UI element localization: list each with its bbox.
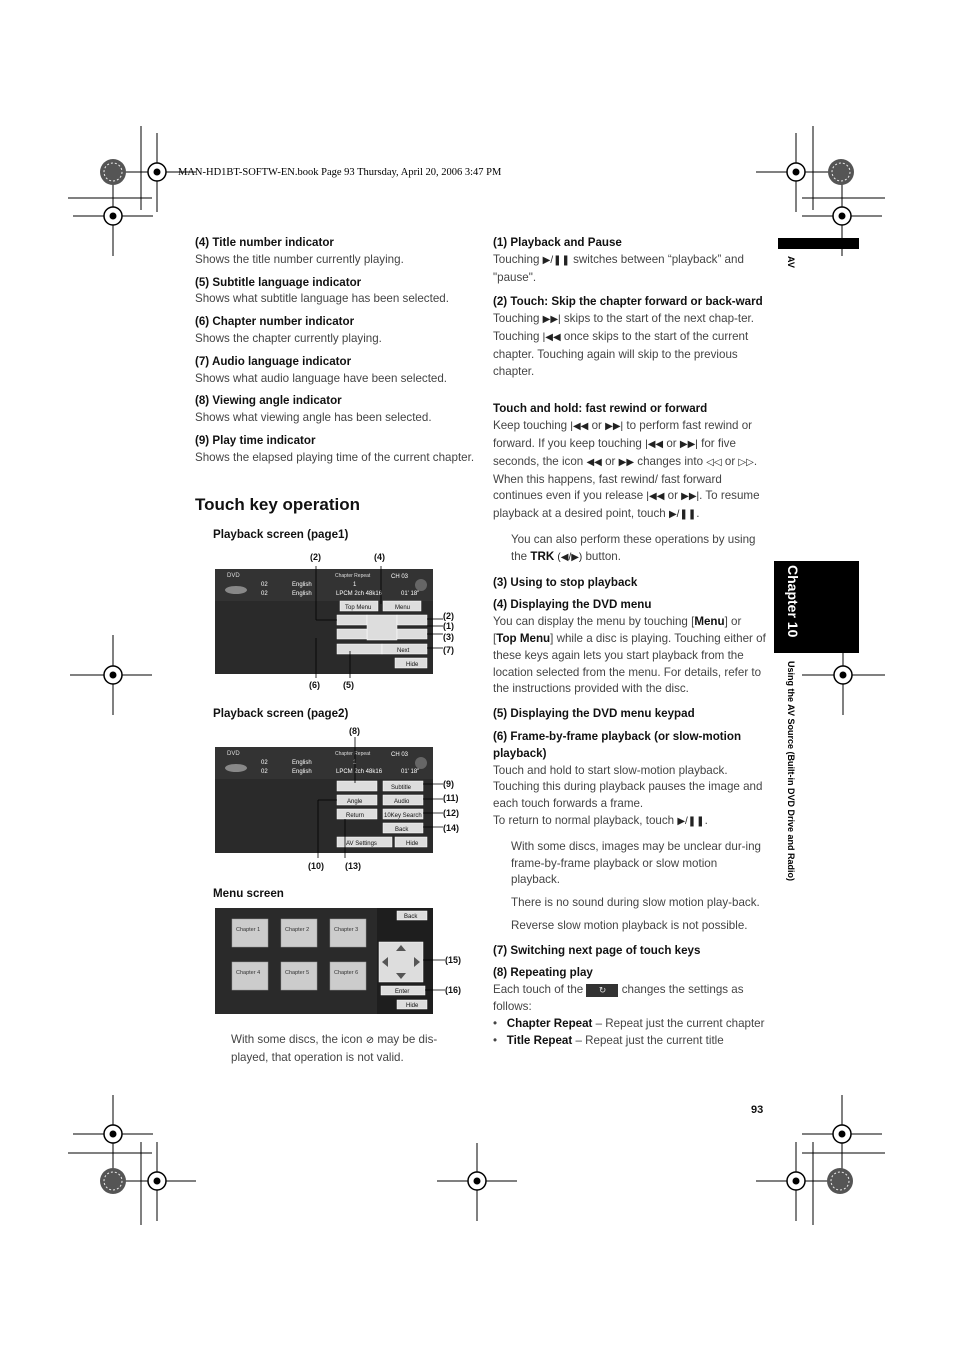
item-heading: (9) Play time indicator: [195, 433, 316, 447]
s2-disc-icon: [225, 764, 247, 772]
play-pause-icon: ▶/❚❚: [677, 815, 705, 827]
trk-arrows-icon: (◀/▶): [557, 551, 583, 563]
s2-callout: (8): [349, 726, 360, 736]
s2-callout: (11): [443, 793, 459, 803]
item-heading: (5) Subtitle language indicator: [195, 275, 362, 289]
play-pause-icon: ▶/❚❚: [542, 254, 570, 266]
s2-title: 1: [353, 760, 357, 766]
subheading-menu: Menu screen: [213, 887, 284, 900]
s1-title: 1: [353, 582, 357, 588]
s2-clock-icon: [415, 757, 427, 769]
h-playback-pause: (1) Playback and Pause: [493, 236, 622, 249]
s1-callout: (3): [443, 632, 454, 642]
text: – Repeat just the current title: [572, 1033, 724, 1047]
play-pause-icon: ▶/❚❚: [668, 509, 697, 521]
item-heading: (4) Title number indicator: [195, 236, 334, 249]
item-heading: (7) Audio language indicator: [195, 354, 352, 368]
s1-play-pause-btn[interactable]: [367, 615, 397, 640]
section-title: Touch key operation: [195, 495, 360, 514]
icon-note: [231, 1032, 471, 1067]
chapter-btn-6[interactable]: [330, 962, 366, 990]
text: button.: [585, 549, 621, 563]
text: . When this happens, fast rewind/ fast forward continues even if you release: [493, 454, 758, 503]
s1-callout: (6): [309, 680, 320, 690]
menu-back-label: Back: [404, 914, 418, 920]
s1-callout: (5): [343, 680, 354, 690]
s2-audio-fmt: LPCM 2ch 48k16: [336, 769, 383, 775]
text: – Repeat just the current chapter: [592, 1016, 765, 1030]
item-text: Shows the elapsed playing time of the current chapter.: [195, 450, 475, 464]
s1-top-menu-label: Top Menu: [345, 605, 372, 611]
item-heading: (6) Chapter number indicator: [195, 315, 355, 329]
right-column: (1) Playback and Pause Touching ▶/❚❚ switches between “playback” and "pause". (2) Touch: Skip the chapter forward or back-ward Touching ▶▶| skips to the start of the next chap-ter. Touching |◀◀ once skips to the start of the current chapter. Touching again will skip to the previous chapter. Touch and hold: fast rewind or forward Keep touching |◀◀ or ▶▶| to perform fast rewind or forward. If you keep touching |◀◀ or ▶▶| for five seconds, the icon ◀◀ or ▶▶ changes into ◁◁ or ▷▷. When this happens, fast rewind/ fast forward continues even if you release |◀◀ or ▶▶|. To resume playback at a desired point, touch ▶/❚❚. You can also perform these operations by using the TRK (◀/▶) button. (3) Using to stop playback (4) Displaying the DVD menu You can display the menu by touching [Menu] or [Top Menu] while a disc is playing. Touching either of these keys again lets you start playback from the location selected from the menu. For details, refer to the instructions provided with the disc. (5) Displaying the DVD menu keypad (6) Frame-by-frame playback (or slow-motion playback) Touch and hold to start slow-motion playback. Touching this during playback pauses the image and each touch forwards a frame. To return to normal playback, touch ▶/❚❚. With some discs, images may be unclear dur-ing frame-by-frame playback or slow motion playback. There is no sound during slow motion play-back. Reverse slow motion playback is not possible. (7) Switching next page of touch keys (8) Repeating play Each touch of the ↻ changes the settings as follows: • Chapter Repeat – Repeat just the current chapter • Title Repeat – Repeat just the current title: [493, 235, 768, 1049]
menu-enter-label: Enter: [395, 989, 410, 995]
fast-rewind-icon: ◁◁: [706, 456, 722, 468]
s3-callout: (16): [445, 985, 462, 995]
subheading-page2: Playback screen (page2): [213, 707, 349, 720]
menu-hide-label: Hide: [406, 1003, 419, 1009]
s2-repeat: Chapter Repeat: [335, 751, 371, 757]
chapter-label-1: Chapter 1: [236, 927, 261, 933]
s1-time: 01' 18": [401, 591, 420, 597]
text: Touching: [493, 312, 540, 326]
s3-callout: (15): [445, 955, 462, 965]
s2-hide-label: Hide: [406, 841, 419, 847]
s2-10key-label: 10Key Search: [384, 813, 422, 819]
s2-callout: (12): [443, 808, 460, 818]
next-icon: ▶▶|: [542, 314, 561, 326]
chapter-btn-3[interactable]: [330, 919, 366, 947]
menu-key: Menu: [694, 615, 725, 629]
text: . To resume playback at a desired point, touch: [493, 489, 760, 521]
s2-time: 01' 18": [401, 769, 420, 775]
chapter-label-4: Chapter 4: [236, 970, 261, 976]
text: or: [591, 419, 602, 433]
s2-lang2: English: [292, 769, 312, 775]
s1-hide-label: Hide: [406, 662, 419, 668]
prev-icon: |◀◀: [570, 421, 589, 433]
chapter-btn-4[interactable]: [232, 962, 268, 990]
s1-repeat-btn[interactable]: [337, 644, 382, 654]
forward-icon: ▶▶: [618, 456, 635, 468]
text: .: [696, 507, 700, 521]
note-text-b: may be dis-played, that operation is not valid.: [231, 1033, 438, 1064]
s2-lang1: English: [292, 760, 312, 766]
text: or: [667, 489, 678, 503]
prev-icon: |◀◀: [645, 438, 664, 450]
s1-callout: (2): [443, 611, 454, 621]
s2-audio-label: Audio: [394, 799, 410, 805]
h-skip: (2) Touch: Skip the chapter forward or back-ward: [493, 295, 763, 309]
s2-callout: (10): [308, 861, 325, 871]
chapter-label-5: Chapter 5: [285, 970, 310, 976]
playback-screen-page1: [205, 548, 470, 698]
s1-callout: (1): [443, 621, 454, 631]
text: You can display the menu by touching [: [493, 615, 695, 629]
side-av-label: AV: [786, 256, 796, 268]
item-heading: (8) Viewing angle indicator: [195, 394, 342, 408]
s1-menu-label: Menu: [395, 605, 411, 611]
chapter-repeat-term: Chapter Repeat: [506, 1016, 593, 1030]
s1-callout: (7): [443, 645, 454, 655]
text: Touching: [493, 252, 540, 266]
s2-ch: CH 03: [391, 752, 409, 758]
left-indicator-list: [195, 235, 475, 467]
chapter-label-2: Chapter 2: [285, 927, 310, 933]
s2-callout: (14): [443, 823, 460, 833]
s1-num2: 02: [261, 591, 268, 597]
s2-av-label: AV Settings: [346, 841, 377, 847]
s2-num1: 02: [261, 760, 268, 766]
s2-subtitle-label: Subtitle: [391, 785, 412, 791]
text: or: [605, 454, 616, 468]
next-icon: ▶▶|: [679, 438, 698, 450]
s1-lang2: English: [292, 591, 312, 597]
subheading-page1: Playback screen (page1): [213, 528, 349, 541]
s2-num2: 02: [261, 769, 268, 775]
s2-return-label: Return: [346, 813, 365, 819]
s1-dvd: DVD: [227, 573, 240, 579]
h-dvd-menu: (4) Displaying the DVD menu: [493, 598, 652, 612]
chapter-label: Chapter 10: [785, 565, 801, 638]
s2-callout: (9): [443, 779, 454, 789]
h-repeat: (8) Repeating play: [493, 966, 593, 980]
text: or: [666, 436, 677, 450]
item-text: Shows what viewing angle has been selected.: [195, 411, 432, 425]
s1-ch: CH 03: [391, 574, 409, 580]
prev-icon: |◀◀: [646, 491, 665, 503]
s2-dvd: DVD: [227, 751, 240, 757]
s1-callout: (2): [310, 552, 321, 562]
s1-stop-btn[interactable]: [397, 629, 427, 639]
s1-disc-icon: [225, 586, 247, 594]
s1-clock-icon: [415, 579, 427, 591]
chapter-btn-2[interactable]: [281, 919, 317, 947]
s2-back-label: Back: [395, 827, 409, 833]
text: once skips to the start of the current chapter. Touching again will skip to the previous chapter.: [493, 329, 749, 378]
text: skips to the start of the next chap-ter. Touching: [493, 312, 754, 343]
menu-screen: [205, 902, 470, 1020]
side-bar-top: [778, 238, 859, 249]
note: There is no sound during slow motion play-back.: [511, 896, 760, 910]
text: to perform fast rewind or forward. If you keep touching: [493, 419, 753, 450]
chapter-btn-5[interactable]: [281, 962, 317, 990]
title-repeat-term: Title Repeat: [506, 1033, 573, 1047]
item-text: Shows the title number currently playing.: [195, 252, 404, 266]
h-touch-hold: Touch and hold: fast rewind or forward: [493, 402, 708, 416]
h-next-page: (7) Switching next page of touch keys: [493, 943, 701, 957]
h-stop: (3) Using to stop playback: [493, 575, 638, 589]
next-icon: ▶▶|: [605, 421, 624, 433]
s1-prev-btn[interactable]: [337, 615, 367, 625]
s1-num1: 02: [261, 582, 268, 588]
s1-slow-btn[interactable]: [337, 629, 367, 639]
s1-callout: (4): [374, 552, 385, 562]
prev-icon: |◀◀: [542, 331, 561, 343]
text: changes into: [637, 454, 704, 468]
s1-lang1: English: [292, 582, 312, 588]
s1-next-btn[interactable]: [397, 615, 427, 625]
file-info-header: MAN-HD1BT-SOFTW-EN.book Page 93 Thursday, April 20, 2006 3:47 PM: [178, 167, 502, 178]
fast-forward-icon: ▷▷: [738, 456, 754, 468]
text: Each touch of the: [493, 983, 584, 997]
s1-audio-fmt: LPCM 2ch 48k16: [336, 591, 383, 597]
item-text: Shows the chapter currently playing.: [195, 331, 382, 345]
page-number: 93: [751, 1104, 764, 1116]
note: Reverse slow motion playback is not possible.: [511, 918, 748, 932]
text: Keep touching: [493, 419, 568, 433]
note-text-a: With some discs, the icon: [231, 1033, 363, 1046]
text: Touch and hold to start slow-motion playback. Touching this during playback pauses the image and each touch forwards a frame.: [493, 763, 763, 811]
next-icon: ▶▶|: [681, 491, 700, 503]
text: switches between “playback” and "pause".: [493, 252, 744, 284]
item-text: Shows what subtitle language has been selected.: [195, 292, 449, 306]
text: To return to normal playback, touch: [493, 813, 675, 827]
h-keypad: (5) Displaying the DVD menu keypad: [493, 707, 695, 721]
text: or: [724, 454, 736, 468]
top-menu-key: Top Menu: [496, 631, 551, 645]
chapter-label-6: Chapter 6: [334, 970, 359, 976]
no-entry-icon: ⊘: [365, 1035, 375, 1046]
text: ] while a disc is playing. Touching either of these keys again lets you start playback from the location selected from the menu. For details, refer to the instructions provided with the disc.: [493, 631, 766, 696]
rewind-icon: ◀◀: [586, 456, 602, 468]
chapter-label-3: Chapter 3: [334, 927, 359, 933]
s1-repeat: Chapter Repeat: [335, 573, 371, 579]
chapter-btn-1[interactable]: [232, 919, 268, 947]
section-side-label: Using the AV Source (Built-in DVD Drive and Radio): [786, 661, 796, 882]
item-text: Shows what audio language have been selected.: [195, 371, 448, 385]
repeat-icon: ↻: [586, 984, 618, 997]
text: for five seconds, the icon: [493, 436, 736, 468]
s2-angle-label: Angle: [347, 799, 363, 805]
trk-key: TRK: [530, 549, 555, 563]
s1-next-label: Next: [397, 648, 410, 654]
playback-screen-page2: [205, 723, 470, 875]
text: ] or [: [493, 615, 742, 645]
text: You can also perform these operations by using the: [511, 532, 756, 563]
h-frame: (6) Frame-by-frame playback (or slow-motion playback): [493, 729, 742, 760]
s2-callout: (13): [345, 861, 362, 871]
s2-repeat-btn[interactable]: [337, 781, 377, 791]
note: With some discs, images may be unclear dur-ing frame-by-frame playback or slow motion playback.: [511, 839, 762, 887]
text: changes the settings as follows:: [493, 983, 744, 1014]
